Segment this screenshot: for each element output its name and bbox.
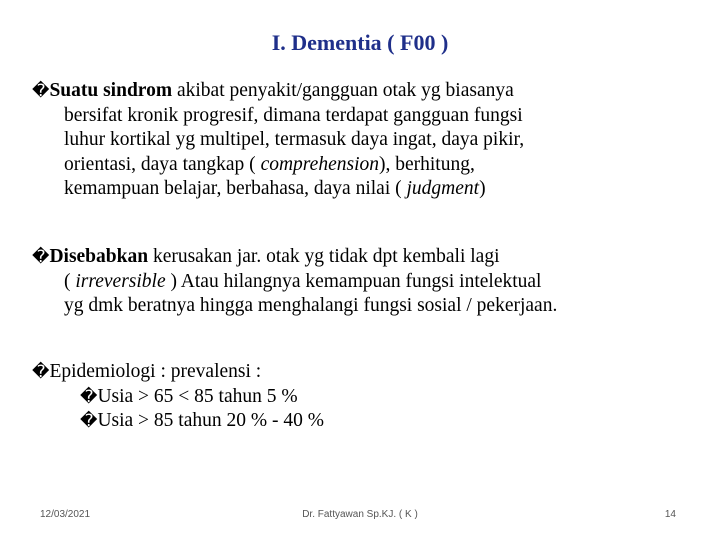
- definition-line-4: orientasi, daya tangkap ( comprehension), berhitung,: [64, 153, 475, 175]
- bullet-icon: �: [80, 386, 98, 407]
- definition-line-2: bersifat kronik progresif, dimana terdapat gangguan fungsi: [64, 104, 523, 126]
- bullet-icon: �: [80, 411, 98, 431]
- epidemiology-line: �Epidemiologi : prevalensi :: [32, 361, 262, 382]
- paragraph-cause: [32, 245, 692, 319]
- paragraph-epidemiology: [32, 360, 692, 434]
- cause-line-3: yg dmk beratnya hingga menghalangi fungsi sosial / pekerjaan.: [64, 295, 558, 316]
- term-comprehension: comprehension: [260, 153, 379, 175]
- cause-line-1: �Disebabkan kerusakan jar. otak yg tidak dpt kembali lagi: [32, 246, 500, 267]
- term-judgment: judgment: [406, 178, 480, 199]
- definition-line-5: kemampuan belajar, berbahasa, daya nilai ( judgment): [64, 178, 486, 199]
- paragraph-definition: [32, 79, 692, 202]
- bullet-icon: �: [32, 362, 50, 382]
- cause-lead: Disebabkan: [49, 246, 149, 267]
- definition-lead: Suatu sindrom: [49, 80, 173, 101]
- slide-title: I. Dementia ( F00 ): [271, 30, 449, 55]
- term-irreversible: irreversible: [75, 270, 166, 292]
- footer-author: Dr. Fattyawan Sp.KJ. ( K ): [302, 509, 418, 520]
- bullet-icon: �: [32, 81, 50, 101]
- footer-date: 12/03/2021: [40, 509, 91, 520]
- bullet-icon: �: [32, 247, 50, 267]
- prevalence-item-2: �Usia > 85 tahun 20 % - 40 %: [80, 410, 324, 431]
- prevalence-item-1: �Usia > 65 < 85 tahun 5 %: [80, 385, 298, 407]
- footer-page-number: 14: [664, 509, 676, 520]
- cause-line-2: ( irreversible ) Atau hilangnya kemampuan fungsi intelektual: [64, 270, 542, 292]
- definition-line-3: luhur kortikal yg multipel, termasuk daya ingat, daya pikir,: [64, 129, 525, 150]
- definition-line-1: �Suatu sindrom akibat penyakit/gangguan otak yg biasanya: [32, 80, 514, 101]
